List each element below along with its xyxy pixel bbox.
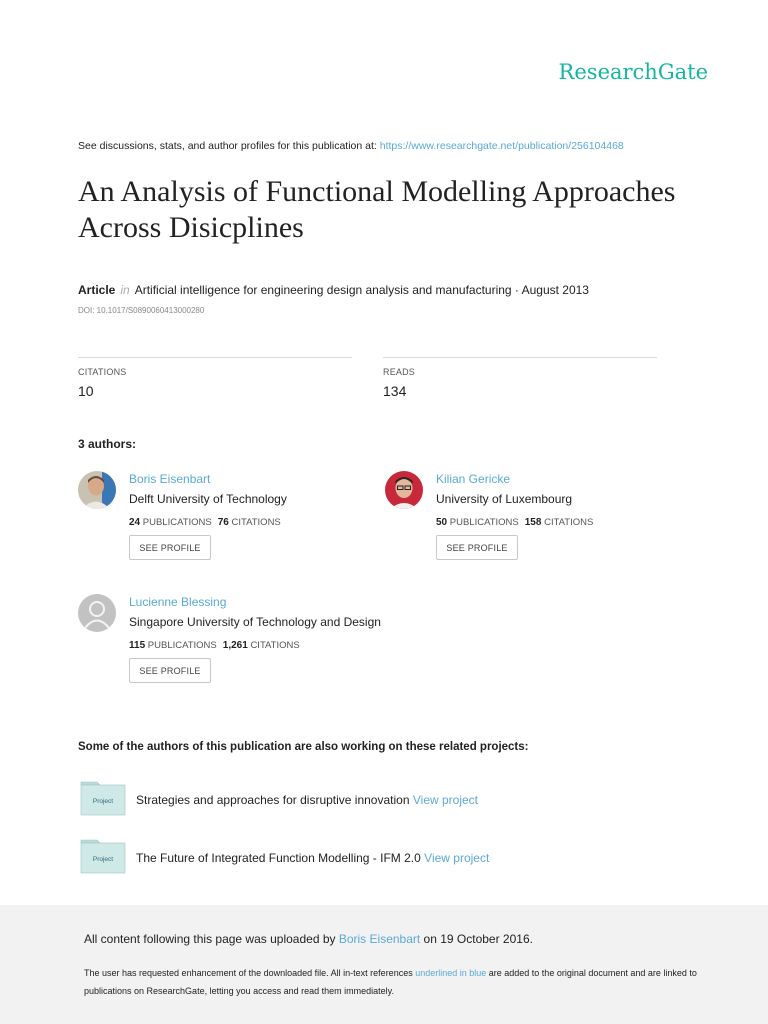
- citations-count: 1,261: [222, 640, 248, 651]
- citations-label: CITATIONS: [78, 367, 127, 377]
- publications-count: 24: [129, 517, 141, 528]
- upload-footer: [0, 905, 768, 1024]
- reads-label: READS: [383, 367, 416, 377]
- folder-label: Project: [92, 856, 114, 863]
- see-profile-button[interactable]: SEE PROFILE: [129, 658, 211, 683]
- uploader-link[interactable]: Boris Eisenbart: [338, 932, 421, 946]
- publication-title: An Analysis of Functional Modelling Approaches Across Disicplines: [78, 175, 676, 244]
- author-name-link[interactable]: Kilian Gericke: [436, 472, 511, 486]
- publication-url-link[interactable]: https://www.researchgate.net/publication/256104468: [379, 140, 624, 152]
- underlined-in-blue-link[interactable]: underlined in blue: [415, 968, 487, 978]
- reads-value: 134: [383, 383, 407, 399]
- author-counts: [436, 517, 593, 528]
- citations-label: CITATIONS: [250, 640, 300, 651]
- author-counts: [129, 517, 281, 528]
- citations-count: 158: [524, 517, 542, 528]
- project-folder-icon: [80, 780, 126, 816]
- project-text: [136, 793, 478, 807]
- citations-label: CITATIONS: [231, 517, 281, 528]
- default-avatar-icon[interactable]: [78, 594, 116, 632]
- citations-value: 10: [78, 383, 94, 399]
- uploaded-suffix: on 19 October 2016.: [420, 932, 533, 946]
- view-project-link[interactable]: View project: [412, 793, 479, 807]
- avatar[interactable]: [385, 471, 423, 509]
- see-discussions-text: See discussions, stats, and author profiles for this publication at:: [78, 140, 380, 152]
- see-profile-button[interactable]: SEE PROFILE: [436, 535, 518, 560]
- publications-label: PUBLICATIONS: [147, 640, 217, 651]
- publications-count: 50: [436, 517, 448, 528]
- doi: DOI: 10.1017/S0890060413000280: [78, 306, 205, 315]
- reads-stat: [383, 357, 657, 399]
- authors-heading: 3 authors:: [78, 437, 137, 451]
- project-title: Strategies and approaches for disruptive innovation: [136, 793, 410, 807]
- journal-and-date: Artificial intelligence for engineering design analysis and manufacturing · August 2013: [134, 283, 589, 297]
- project-title: The Future of Integrated Function Modelling - IFM 2.0: [136, 851, 421, 865]
- uploaded-by-line: [84, 932, 533, 946]
- in-word: in: [120, 283, 130, 297]
- citations-stat: [78, 357, 352, 399]
- publication-type: Article: [78, 283, 116, 297]
- note-text-2: are added to the original document and are linked to publications on ResearchGate, letting you access and read them immediately.: [84, 968, 697, 996]
- avatar[interactable]: [78, 471, 116, 509]
- author-name-link[interactable]: Boris Eisenbart: [129, 472, 211, 486]
- view-project-link[interactable]: View project: [424, 851, 490, 865]
- author-institution: Delft University of Technology: [129, 492, 287, 506]
- note-text-1: The user has requested enhancement of the downloaded file. All in-text references: [84, 968, 416, 978]
- author-card: [385, 471, 685, 581]
- publications-label: PUBLICATIONS: [449, 517, 519, 528]
- researchgate-logo[interactable]: ResearchGate: [558, 60, 708, 84]
- related-projects-heading: Some of the authors of this publication are also working on these related projects:: [78, 741, 529, 753]
- publication-link-line: [78, 140, 624, 152]
- author-name-link[interactable]: Lucienne Blessing: [129, 595, 227, 609]
- see-profile-button[interactable]: SEE PROFILE: [129, 535, 211, 560]
- author-institution: University of Luxembourg: [436, 492, 573, 506]
- author-counts: [129, 640, 300, 651]
- publication-meta: [78, 283, 589, 297]
- author-card: [78, 594, 478, 704]
- project-folder-icon: [80, 838, 126, 874]
- author-institution: Singapore University of Technology and Design: [129, 615, 381, 629]
- publications-count: 115: [129, 640, 146, 651]
- publications-label: PUBLICATIONS: [142, 517, 212, 528]
- author-card: [78, 471, 378, 581]
- project-item: [80, 838, 680, 874]
- project-item: [80, 780, 680, 816]
- folder-label: Project: [92, 798, 114, 805]
- citations-count: 76: [217, 517, 229, 528]
- uploaded-prefix: All content following this page was uploaded by: [84, 932, 339, 946]
- enhancement-note: [84, 964, 724, 1000]
- citations-label: CITATIONS: [544, 517, 594, 528]
- project-text: [136, 851, 489, 865]
